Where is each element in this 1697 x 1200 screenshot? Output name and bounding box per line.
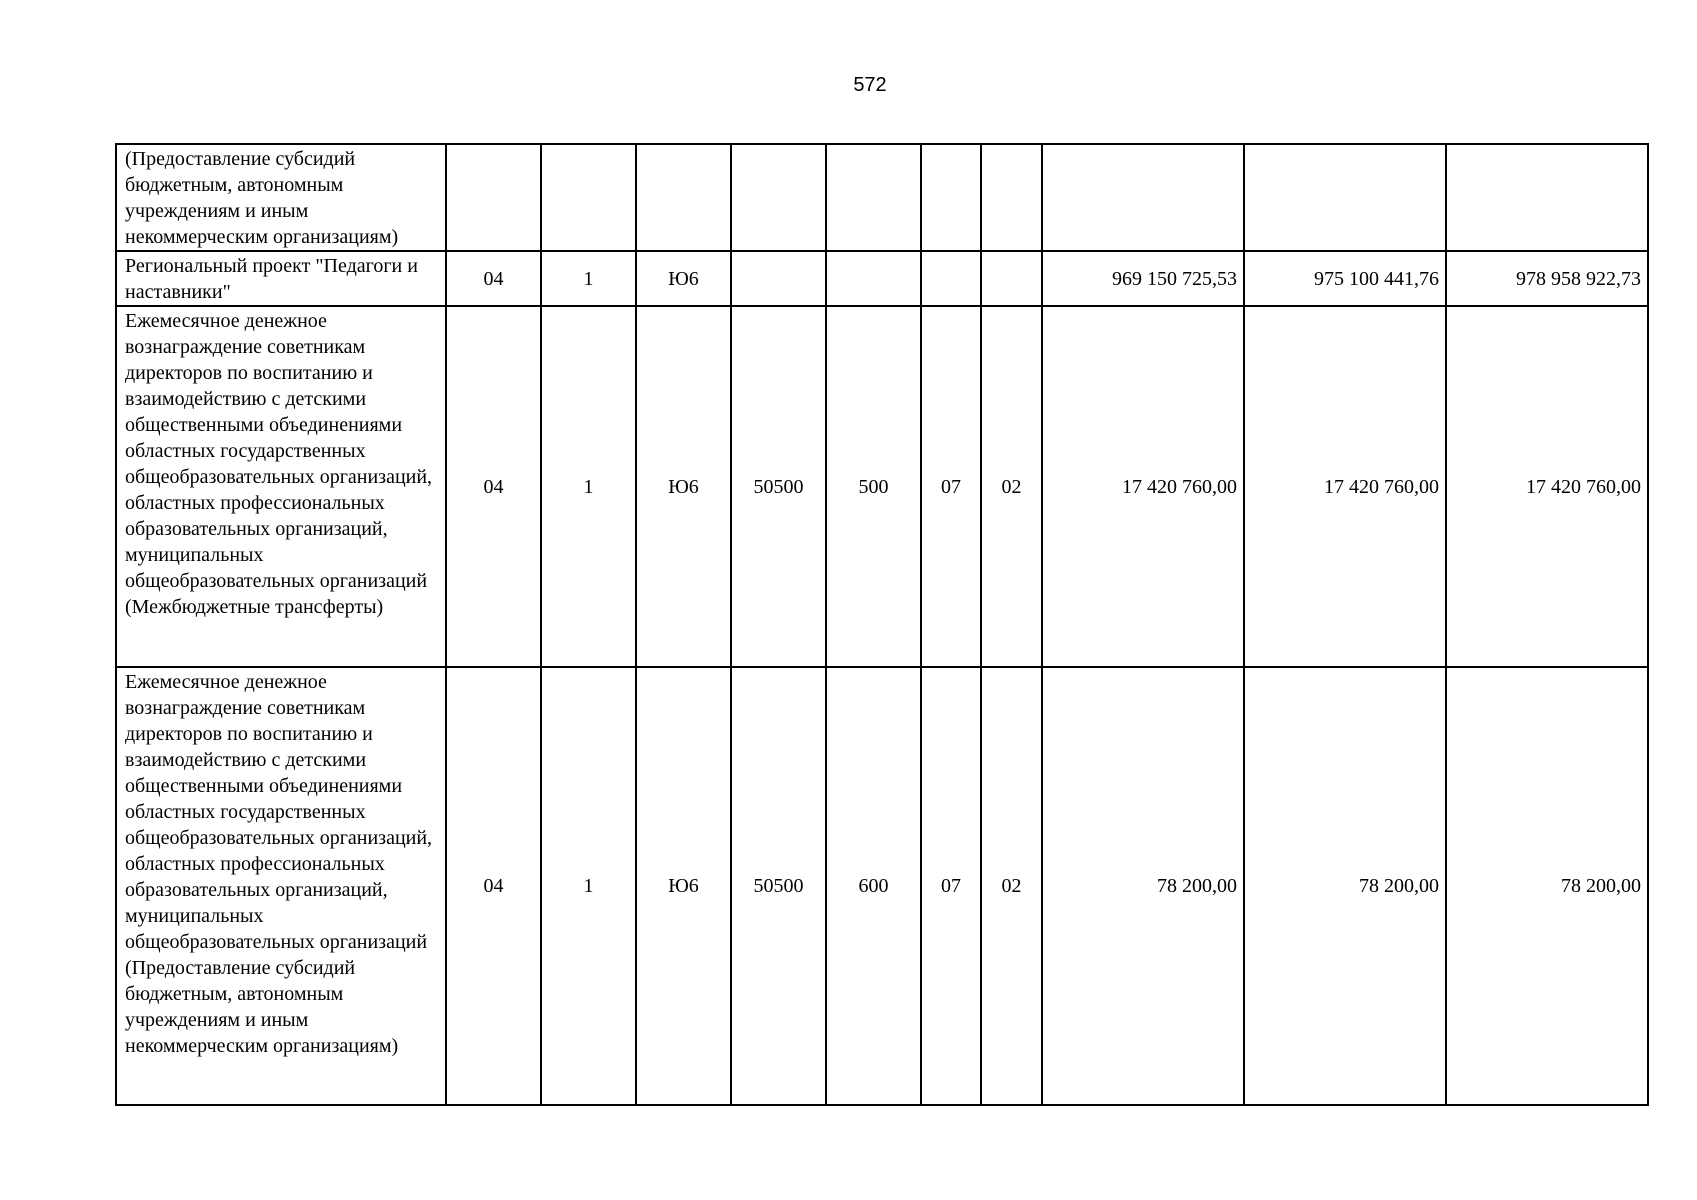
page-number: 572 bbox=[853, 74, 887, 96]
subsection-code: 02 bbox=[981, 667, 1042, 1105]
expense-type-code: 600 bbox=[826, 667, 921, 1105]
direction-code: 50500 bbox=[731, 667, 826, 1105]
project-code: Ю6 bbox=[636, 306, 731, 667]
amount-year-1: 969 150 725,53 bbox=[1042, 251, 1244, 306]
program-code bbox=[446, 144, 541, 251]
section-code bbox=[921, 144, 981, 251]
table-row bbox=[116, 144, 1648, 251]
amount-year-3: 978 958 922,73 bbox=[1446, 251, 1648, 306]
row-description: Региональный проект "Педагоги и наставники" bbox=[116, 251, 446, 306]
subsection-code bbox=[981, 144, 1042, 251]
section-code: 07 bbox=[921, 667, 981, 1105]
subsection-code: 02 bbox=[981, 306, 1042, 667]
amount-year-2: 975 100 441,76 bbox=[1244, 251, 1446, 306]
amount-year-3: 17 420 760,00 bbox=[1446, 306, 1648, 667]
amount-year-2 bbox=[1244, 144, 1446, 251]
row-description: (Предоставление субсидий бюджетным, автономным учреждениям и иным некоммерческим организациям) bbox=[116, 144, 446, 251]
subprogram-code bbox=[541, 144, 636, 251]
subprogram-code: 1 bbox=[541, 306, 636, 667]
amount-year-1 bbox=[1042, 144, 1244, 251]
subprogram-code: 1 bbox=[541, 251, 636, 306]
project-code: Ю6 bbox=[636, 667, 731, 1105]
expense-type-code bbox=[826, 251, 921, 306]
table-row bbox=[116, 251, 1648, 306]
amount-year-1: 78 200,00 bbox=[1042, 667, 1244, 1105]
amount-year-3 bbox=[1446, 144, 1648, 251]
table-row bbox=[116, 306, 1648, 667]
expense-type-code bbox=[826, 144, 921, 251]
row-description: Ежемесячное денежное вознаграждение советникам директоров по воспитанию и взаимодействию с детскими общественными объединениями областных государственных общеобразовательных организаций, областных профессиональных образовательных организаций, муниципальных общеобразовательных организаций (Межбюджетные трансферты) bbox=[116, 306, 446, 667]
subsection-code bbox=[981, 251, 1042, 306]
amount-year-2: 78 200,00 bbox=[1244, 667, 1446, 1105]
program-code: 04 bbox=[446, 667, 541, 1105]
budget-table bbox=[115, 143, 1649, 1106]
section-code bbox=[921, 251, 981, 306]
program-code: 04 bbox=[446, 306, 541, 667]
direction-code bbox=[731, 144, 826, 251]
program-code: 04 bbox=[446, 251, 541, 306]
amount-year-1: 17 420 760,00 bbox=[1042, 306, 1244, 667]
project-code bbox=[636, 144, 731, 251]
row-description: Ежемесячное денежное вознаграждение советникам директоров по воспитанию и взаимодействию с детскими общественными объединениями областных государственных общеобразовательных организаций, областных профессиональных образовательных организаций, муниципальных общеобразовательных организаций (Предоставление субсидий бюджетным, автономным учреждениям и иным некоммерческим организациям) bbox=[116, 667, 446, 1105]
amount-year-2: 17 420 760,00 bbox=[1244, 306, 1446, 667]
direction-code bbox=[731, 251, 826, 306]
section-code: 07 bbox=[921, 306, 981, 667]
direction-code: 50500 bbox=[731, 306, 826, 667]
amount-year-3: 78 200,00 bbox=[1446, 667, 1648, 1105]
expense-type-code: 500 bbox=[826, 306, 921, 667]
table-row bbox=[116, 667, 1648, 1105]
project-code: Ю6 bbox=[636, 251, 731, 306]
subprogram-code: 1 bbox=[541, 667, 636, 1105]
